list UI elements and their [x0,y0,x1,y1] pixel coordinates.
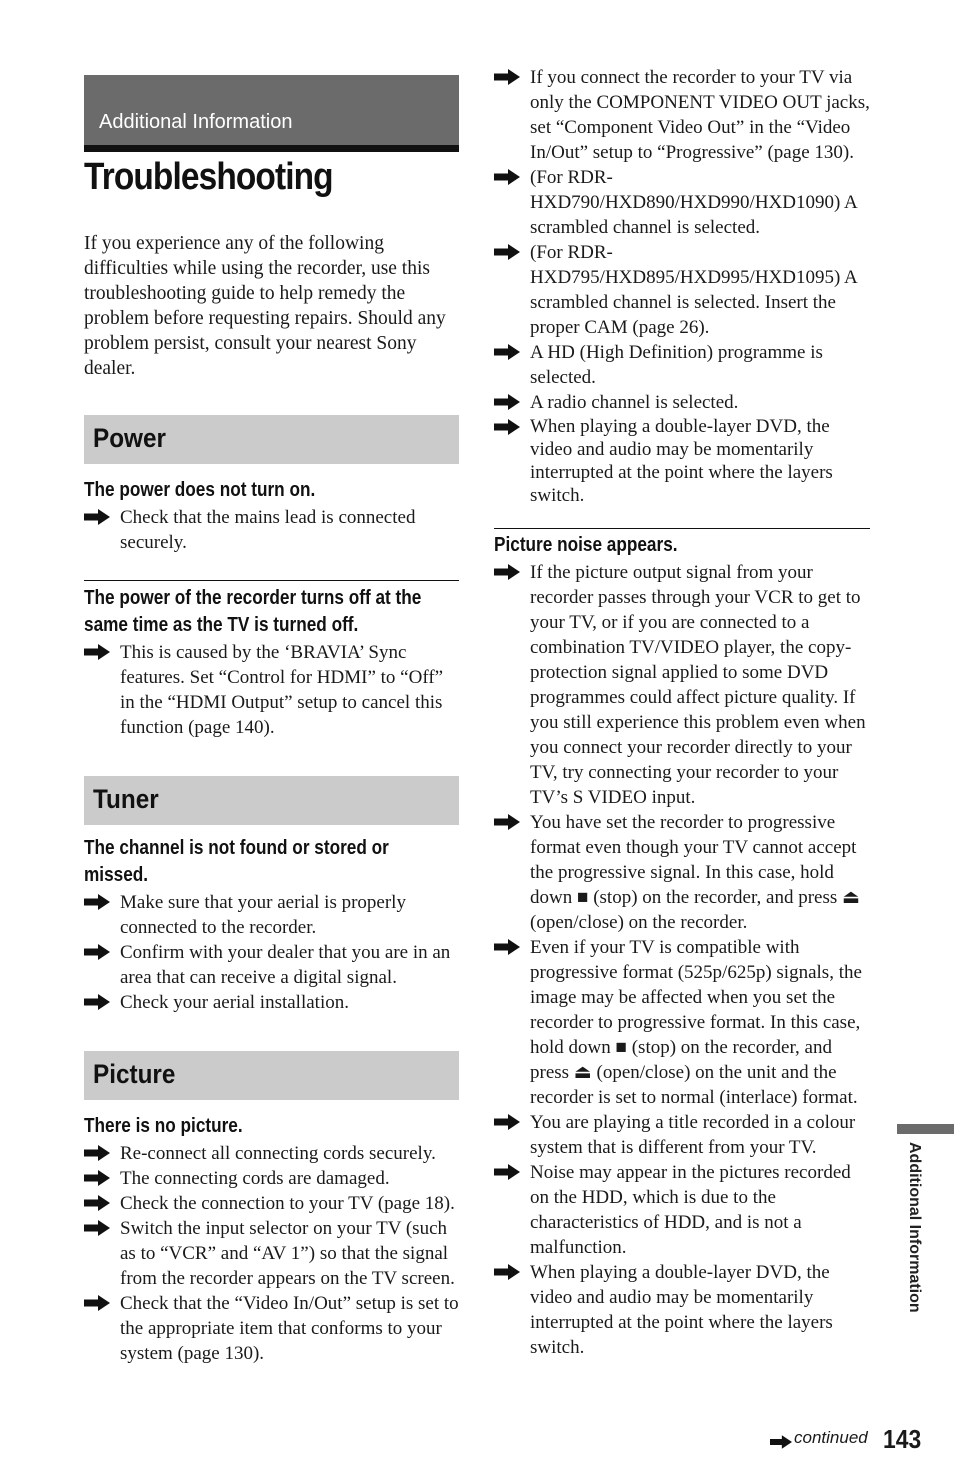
answer-list [494,65,870,507]
question-heading: There is no picture. [84,1115,243,1137]
arrow-icon [84,894,110,910]
arrow-icon [770,1435,792,1449]
list-item: A radio channel is selected. [494,390,870,415]
arrow-icon [494,169,520,185]
list-item: Confirm with your dealer that you are in an area that can receive a digital signal. [84,940,459,990]
arrow-icon [494,244,520,260]
section-label: Additional Information [99,111,293,133]
arrow-icon [494,1264,520,1280]
answer-list [84,640,459,740]
arrow-icon [494,1164,520,1180]
category-heading: Power [93,423,166,453]
arrow-icon [84,994,110,1010]
continued-indicator: continued [770,1428,868,1448]
list-item: If the picture output signal from your recorder passes through your VCR to get to your TV, or if you are connected to a combination TV/VIDEO player, the copy-protection signal applied to some DVD programmes could affect picture quality. If you still experience this problem even when you connect your recorder directly to your TV, try connecting your recorder to your TV’s S VIDEO input. [494,560,870,810]
list-item: If you connect the recorder to your TV via only the COMPONENT VIDEO OUT jacks, set “Component Video Out” in the “Video In/Out” setup to “Progressive” (page 130). [494,65,870,165]
list-item: This is caused by the ‘BRAVIA’ Sync features. Set “Control for HDMI” to “Off” in the “HDMI Output” setup to cancel this function (page 140). [84,640,459,740]
arrow-icon [84,1195,110,1211]
list-item: Even if your TV is compatible with progressive format (525p/625p) signals, the image may be affected when you set the recorder to progressive format. In this case, hold down ■ (stop) on the recorder, and press ⏏ (open/close) on the unit and the recorder is set to normal (interlace) format. [494,935,870,1110]
arrow-icon [84,944,110,960]
divider [494,528,870,529]
question-heading: The channel is not found or stored or missed. [84,837,389,886]
arrow-icon [84,509,110,525]
list-item: Switch the input selector on your TV (such as to “VCR” and “AV 1”) so that the signal from the recorder appears on the TV screen. [84,1216,459,1291]
arrow-icon [84,1220,110,1236]
list-item: When playing a double-layer DVD, the video and audio may be momentarily interrupted at the point where the layers switch. [494,1260,870,1360]
category-heading: Picture [93,1059,176,1089]
page-title: Troubleshooting [84,156,333,198]
list-item: Check that the mains lead is connected securely. [84,505,459,555]
side-tab-label: Additional Information [906,1142,923,1313]
arrow-icon [494,1114,520,1130]
list-item: When playing a double-layer DVD, the video and audio may be momentarily interrupted at the point where the layers switch. [494,415,870,507]
arrow-icon [84,1295,110,1311]
question-heading: The power does not turn on. [84,479,316,501]
answer-list [84,505,459,555]
list-item: You have set the recorder to progressive format even though your TV cannot accept the progressive signal. In this case, hold down ■ (stop) on the recorder, and press ⏏ (open/close) on the recorder. [494,810,870,935]
arrow-icon [494,69,520,85]
list-item: (For RDR-HXD790/HXD890/HXD990/HXD1090) A scrambled channel is selected. [494,165,870,240]
list-item: You are playing a title recorded in a colour system that is different from your TV. [494,1110,870,1160]
category-picture [84,1051,459,1100]
answer-list [84,890,459,1015]
list-item: Make sure that your aerial is properly connected to the recorder. [84,890,459,940]
arrow-icon [84,1145,110,1161]
section-banner [84,75,459,145]
list-item: Noise may appear in the pictures recorded on the HDD, which is due to the characteristics of HDD, and is not a malfunction. [494,1160,870,1260]
category-power [84,415,459,464]
list-item: A HD (High Definition) programme is selected. [494,340,870,390]
list-item: (For RDR-HXD795/HXD895/HXD995/HXD1095) A scrambled channel is selected. Insert the proper CAM (page 26). [494,240,870,340]
arrow-icon [494,344,520,360]
arrow-icon [84,1170,110,1186]
question-heading: Picture noise appears. [494,534,678,556]
page-number: 143 [883,1424,922,1454]
banner-rule [84,145,459,152]
list-item: Check your aerial installation. [84,990,459,1015]
arrow-icon [494,564,520,580]
arrow-icon [494,394,520,410]
category-tuner [84,776,459,825]
list-item: Check the connection to your TV (page 18). [84,1191,459,1216]
divider [84,580,459,581]
answer-list [84,1141,459,1366]
answer-list [494,560,870,1360]
side-tab-marker [897,1124,954,1134]
list-item: Re-connect all connecting cords securely. [84,1141,459,1166]
arrow-icon [494,419,520,435]
list-item: Check that the “Video In/Out” setup is set to the appropriate item that conforms to your system (page 130). [84,1291,459,1366]
list-item: The connecting cords are damaged. [84,1166,459,1191]
arrow-icon [494,939,520,955]
question-heading: The power of the recorder turns off at the same time as the TV is turned off. [84,587,422,636]
arrow-icon [84,644,110,660]
arrow-icon [494,814,520,830]
category-heading: Tuner [93,784,159,814]
intro-paragraph: If you experience any of the following difficulties while using the recorder, use this troubleshooting guide to help remedy the problem before requesting repairs. Should any problem persist, consult your nearest Sony dealer. [84,233,446,379]
